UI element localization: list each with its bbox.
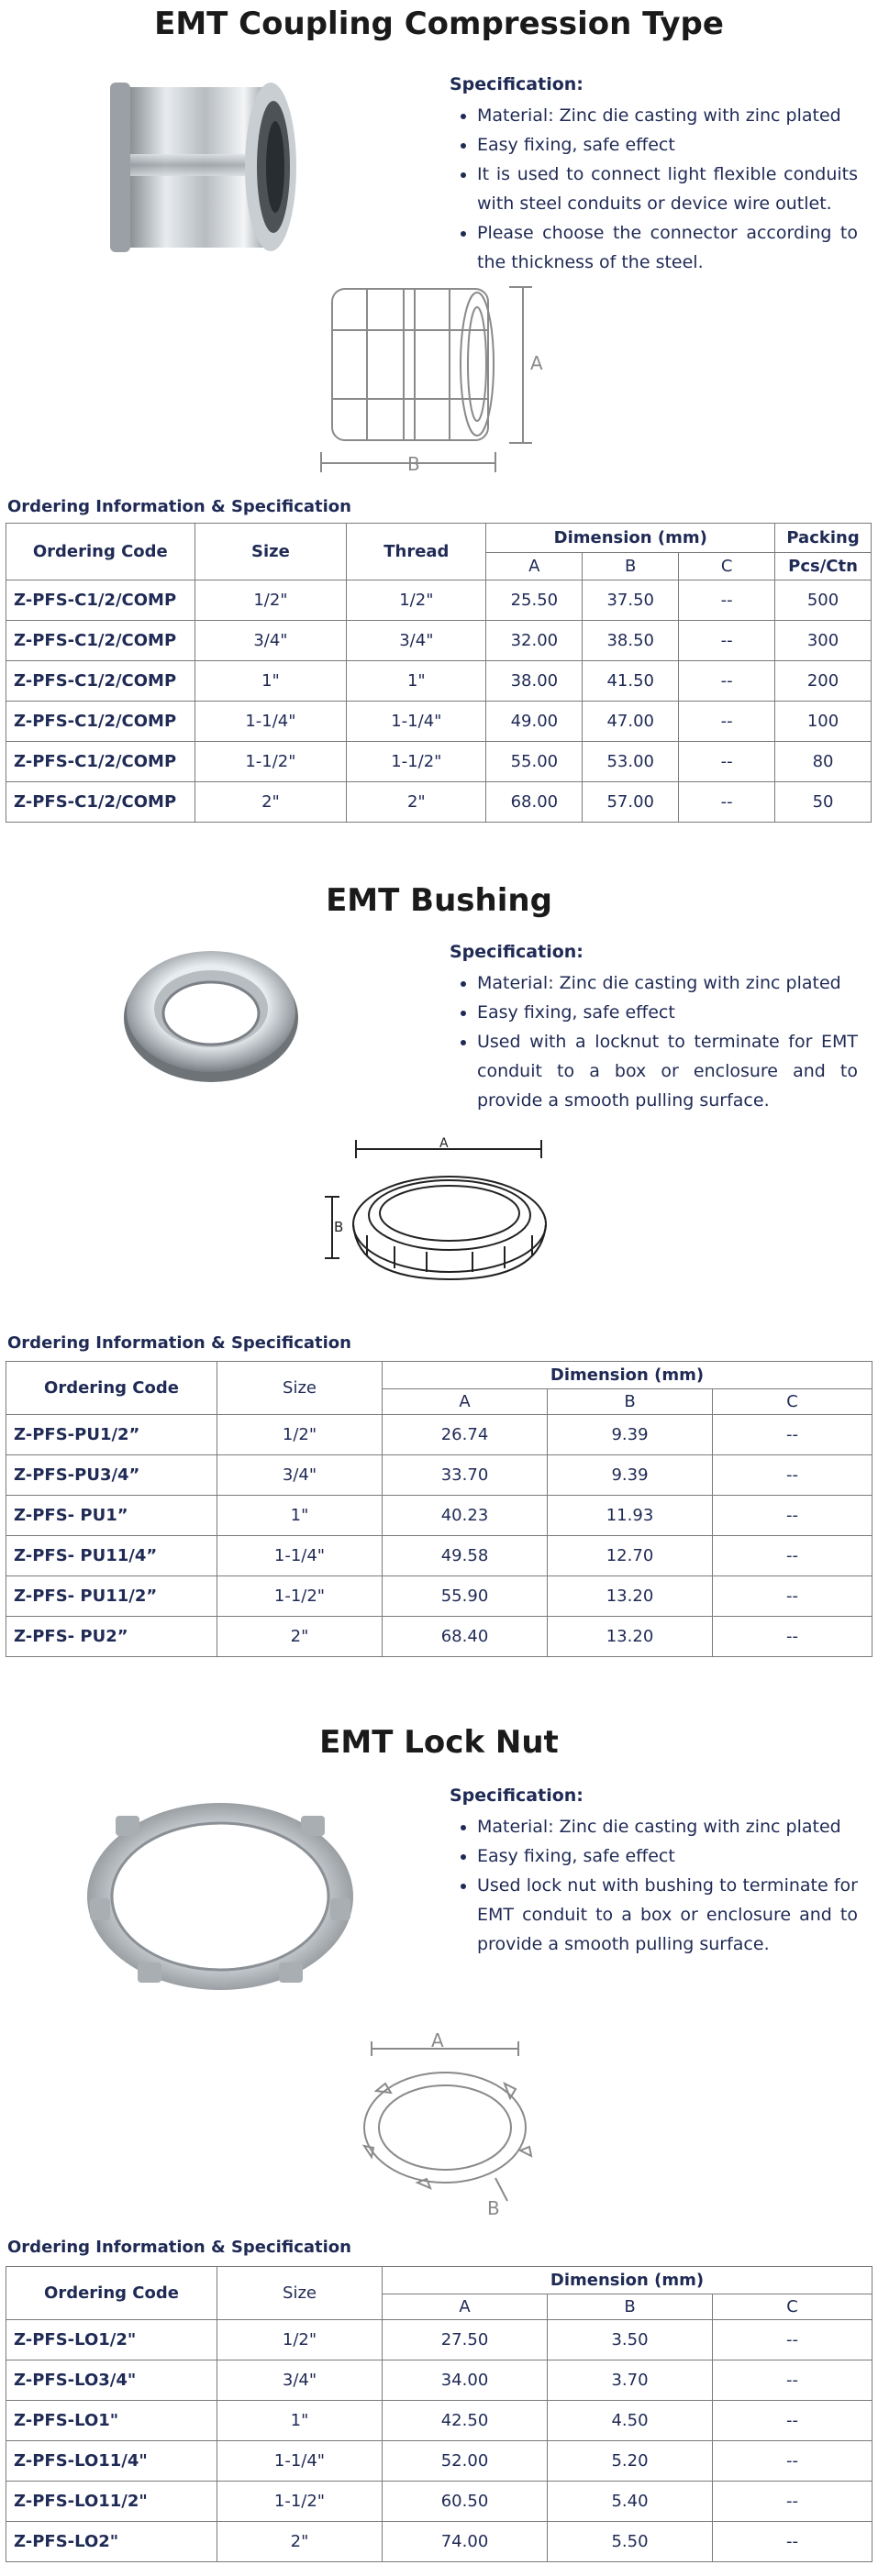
locknut-spec: [450, 1781, 858, 1959]
cell-c: --: [679, 742, 775, 782]
cell-a: 49.58: [383, 1536, 548, 1576]
cell-size: 2": [194, 782, 347, 823]
coupling-spec: [450, 70, 858, 277]
cell-b: 57.00: [583, 782, 679, 823]
col-header-size: Size: [217, 2267, 383, 2320]
coupling-spec-item: • Easy fixing, safe effect: [477, 130, 858, 160]
cell-packing: 100: [775, 702, 872, 742]
cell-code: Z-PFS-C1/2/COMP: [6, 782, 195, 823]
coupling-spec-heading: Specification:: [450, 74, 583, 94]
cell-b: 9.39: [548, 1455, 713, 1496]
cell-code: Z-PFS-LO1/2": [6, 2320, 217, 2360]
cell-c: --: [713, 1455, 872, 1496]
col-header-size: Size: [194, 524, 347, 580]
col-header-size: Size: [217, 1362, 383, 1415]
table-row: [6, 702, 872, 742]
bushing-spec-item: • Material: Zinc die casting with zinc plated: [477, 968, 858, 998]
cell-a: 26.74: [383, 1415, 548, 1455]
cell-packing: 50: [775, 782, 872, 823]
bushing-spec-heading: Specification:: [450, 942, 583, 962]
table-row: [6, 1536, 872, 1576]
cell-thread: 1": [347, 661, 486, 702]
table-row: [6, 2401, 872, 2441]
cell-c: --: [713, 2320, 872, 2360]
cell-b: 38.50: [583, 621, 679, 661]
cell-code: Z-PFS-PU1/2”: [6, 1415, 217, 1455]
table-row: [6, 1415, 872, 1455]
col-header-a: A: [383, 1389, 548, 1415]
table-row: [6, 1576, 872, 1617]
locknut-drawing: [353, 2027, 555, 2215]
locknut-table: [6, 2266, 872, 2562]
cell-b: 11.93: [548, 1496, 713, 1536]
cell-a: 40.23: [383, 1496, 548, 1536]
table-row: [6, 2482, 872, 2522]
cell-a: 33.70: [383, 1455, 548, 1496]
cell-b: 41.50: [583, 661, 679, 702]
cell-thread: 2": [347, 782, 486, 823]
col-header-c: C: [713, 1389, 872, 1415]
col-header-b: B: [583, 553, 679, 580]
cell-a: 68.40: [383, 1617, 548, 1657]
cell-code: Z-PFS-PU3/4”: [6, 1455, 217, 1496]
col-header-ordering-code: Ordering Code: [6, 1362, 217, 1415]
cell-code: Z-PFS-LO2": [6, 2522, 217, 2562]
bushing-ordering-heading: Ordering Information & Specification: [7, 1333, 351, 1353]
locknut-spec-heading: Specification:: [450, 1786, 583, 1806]
table-row: [6, 621, 872, 661]
cell-b: 9.39: [548, 1415, 713, 1455]
coupling-dim-b-label: B: [407, 453, 420, 475]
cell-a: 52.00: [383, 2441, 548, 2482]
coupling-spec-item: • Material: Zinc die casting with zinc plated: [477, 101, 858, 130]
cell-c: --: [679, 782, 775, 823]
cell-b: 53.00: [583, 742, 679, 782]
cell-b: 5.40: [548, 2482, 713, 2522]
locknut-ordering-heading: Ordering Information & Specification: [7, 2238, 351, 2257]
cell-packing: 200: [775, 661, 872, 702]
cell-packing: 300: [775, 621, 872, 661]
cell-c: --: [713, 1576, 872, 1617]
cell-c: --: [679, 702, 775, 742]
cell-b: 5.50: [548, 2522, 713, 2562]
locknut-spec-item: • Easy fixing, safe effect: [477, 1841, 858, 1871]
cell-code: Z-PFS-C1/2/COMP: [6, 702, 195, 742]
col-header-c: C: [679, 553, 775, 580]
cell-b: 5.20: [548, 2441, 713, 2482]
cell-packing: 80: [775, 742, 872, 782]
cell-b: 13.20: [548, 1576, 713, 1617]
cell-code: Z-PFS- PU11/2”: [6, 1576, 217, 1617]
cell-code: Z-PFS-LO3/4": [6, 2360, 217, 2401]
cell-size: 2": [217, 2522, 383, 2562]
cell-size: 1-1/2": [194, 742, 347, 782]
cell-code: Z-PFS-LO11/4": [6, 2441, 217, 2482]
cell-c: --: [713, 2360, 872, 2401]
table-row: [6, 2522, 872, 2562]
cell-size: 3/4": [194, 621, 347, 661]
cell-b: 3.50: [548, 2320, 713, 2360]
cell-c: --: [713, 2441, 872, 2482]
col-header-packing: Packing: [775, 524, 872, 553]
cell-c: --: [713, 2401, 872, 2441]
cell-size: 1-1/4": [194, 702, 347, 742]
cell-size: 1/2": [217, 2320, 383, 2360]
table-row: [6, 580, 872, 621]
cell-code: Z-PFS-C1/2/COMP: [6, 742, 195, 782]
cell-b: 37.50: [583, 580, 679, 621]
coupling-table: [6, 523, 872, 823]
col-header-b: B: [548, 1389, 713, 1415]
cell-size: 1": [217, 1496, 383, 1536]
col-header-thread: Thread: [347, 524, 486, 580]
cell-c: --: [713, 2482, 872, 2522]
cell-c: --: [679, 621, 775, 661]
cell-code: Z-PFS- PU1”: [6, 1496, 217, 1536]
col-header-pcs-ctn: Pcs/Ctn: [775, 553, 872, 580]
cell-b: 13.20: [548, 1617, 713, 1657]
bushing-spec: [450, 937, 858, 1115]
cell-size: 1/2": [194, 580, 347, 621]
col-header-b: B: [548, 2294, 713, 2320]
cell-b: 47.00: [583, 702, 679, 742]
cell-packing: 500: [775, 580, 872, 621]
locknut-photo: [83, 1797, 358, 1995]
cell-a: 34.00: [383, 2360, 548, 2401]
table-row: [6, 1455, 872, 1496]
bushing-drawing: [321, 1133, 578, 1325]
cell-code: Z-PFS-LO1": [6, 2401, 217, 2441]
cell-code: Z-PFS-C1/2/COMP: [6, 580, 195, 621]
table-row: [6, 2360, 872, 2401]
cell-a: 32.00: [486, 621, 583, 661]
coupling-title: EMT Coupling Compression Type: [154, 6, 724, 42]
bushing-photo: [119, 940, 303, 1087]
bushing-spec-item: • Used with a locknut to terminate for EMT conduit to a box or enclosure and to provide a smooth pulling surface.: [477, 1027, 858, 1115]
cell-c: --: [713, 1496, 872, 1536]
cell-size: 1": [217, 2401, 383, 2441]
cell-c: --: [713, 1415, 872, 1455]
cell-code: Z-PFS- PU2”: [6, 1617, 217, 1657]
cell-code: Z-PFS-C1/2/COMP: [6, 621, 195, 661]
cell-size: 1-1/2": [217, 1576, 383, 1617]
coupling-spec-item: • Please choose the connector according to the thickness of the steel.: [477, 218, 858, 277]
bushing-table: [6, 1361, 872, 1657]
cell-code: Z-PFS-LO11/2": [6, 2482, 217, 2522]
bushing-title: EMT Bushing: [326, 882, 552, 919]
cell-size: 1-1/4": [217, 2441, 383, 2482]
cell-a: 60.50: [383, 2482, 548, 2522]
table-row: [6, 2320, 872, 2360]
cell-size: 1-1/4": [217, 1536, 383, 1576]
cell-a: 38.00: [486, 661, 583, 702]
col-header-a: A: [383, 2294, 548, 2320]
coupling-spec-item: • It is used to connect light flexible conduits with steel conduits or device wire outlet.: [477, 160, 858, 218]
coupling-ordering-heading: Ordering Information & Specification: [7, 497, 351, 516]
cell-a: 49.00: [486, 702, 583, 742]
cell-thread: 3/4": [347, 621, 486, 661]
cell-a: 27.50: [383, 2320, 548, 2360]
cell-c: --: [713, 1617, 872, 1657]
coupling-drawing: [312, 280, 560, 477]
cell-a: 42.50: [383, 2401, 548, 2441]
cell-code: Z-PFS- PU11/4”: [6, 1536, 217, 1576]
col-header-ordering-code: Ordering Code: [6, 2267, 217, 2320]
cell-size: 1/2": [217, 1415, 383, 1455]
col-header-c: C: [713, 2294, 872, 2320]
table-row: [6, 2441, 872, 2482]
cell-b: 12.70: [548, 1536, 713, 1576]
locknut-dim-b-label: B: [487, 2197, 500, 2215]
table-row: [6, 1617, 872, 1657]
col-header-ordering-code: Ordering Code: [6, 524, 195, 580]
cell-a: 25.50: [486, 580, 583, 621]
table-row: [6, 1496, 872, 1536]
cell-c: --: [713, 1536, 872, 1576]
locknut-spec-item: • Used lock nut with bushing to terminate for EMT conduit to a box or enclosure and to provide a smooth pulling surface.: [477, 1871, 858, 1959]
table-row: [6, 742, 872, 782]
coupling-photo: [101, 73, 303, 266]
cell-c: --: [679, 661, 775, 702]
locknut-spec-item: • Material: Zinc die casting with zinc plated: [477, 1812, 858, 1841]
cell-size: 3/4": [217, 1455, 383, 1496]
bushing-dim-b-label: B: [334, 1219, 344, 1235]
locknut-title: EMT Lock Nut: [319, 1724, 559, 1761]
cell-code: Z-PFS-C1/2/COMP: [6, 661, 195, 702]
table-row: [6, 661, 872, 702]
cell-b: 4.50: [548, 2401, 713, 2441]
locknut-dim-a-label: A: [431, 2029, 444, 2051]
col-header-a: A: [486, 553, 583, 580]
cell-size: 3/4": [217, 2360, 383, 2401]
col-header-dimension: Dimension (mm): [486, 524, 775, 553]
cell-thread: 1/2": [347, 580, 486, 621]
col-header-dimension: Dimension (mm): [383, 2267, 872, 2294]
cell-a: 68.00: [486, 782, 583, 823]
bushing-spec-item: • Easy fixing, safe effect: [477, 998, 858, 1027]
cell-size: 1-1/2": [217, 2482, 383, 2522]
cell-a: 74.00: [383, 2522, 548, 2562]
table-row: [6, 782, 872, 823]
col-header-dimension: Dimension (mm): [383, 1362, 872, 1389]
cell-a: 55.00: [486, 742, 583, 782]
cell-a: 55.90: [383, 1576, 548, 1617]
cell-size: 2": [217, 1617, 383, 1657]
cell-c: --: [679, 580, 775, 621]
cell-b: 3.70: [548, 2360, 713, 2401]
bushing-dim-a-label: A: [439, 1136, 449, 1151]
cell-thread: 1-1/4": [347, 702, 486, 742]
cell-c: --: [713, 2522, 872, 2562]
coupling-dim-a-label: A: [530, 352, 543, 374]
cell-size: 1": [194, 661, 347, 702]
cell-thread: 1-1/2": [347, 742, 486, 782]
